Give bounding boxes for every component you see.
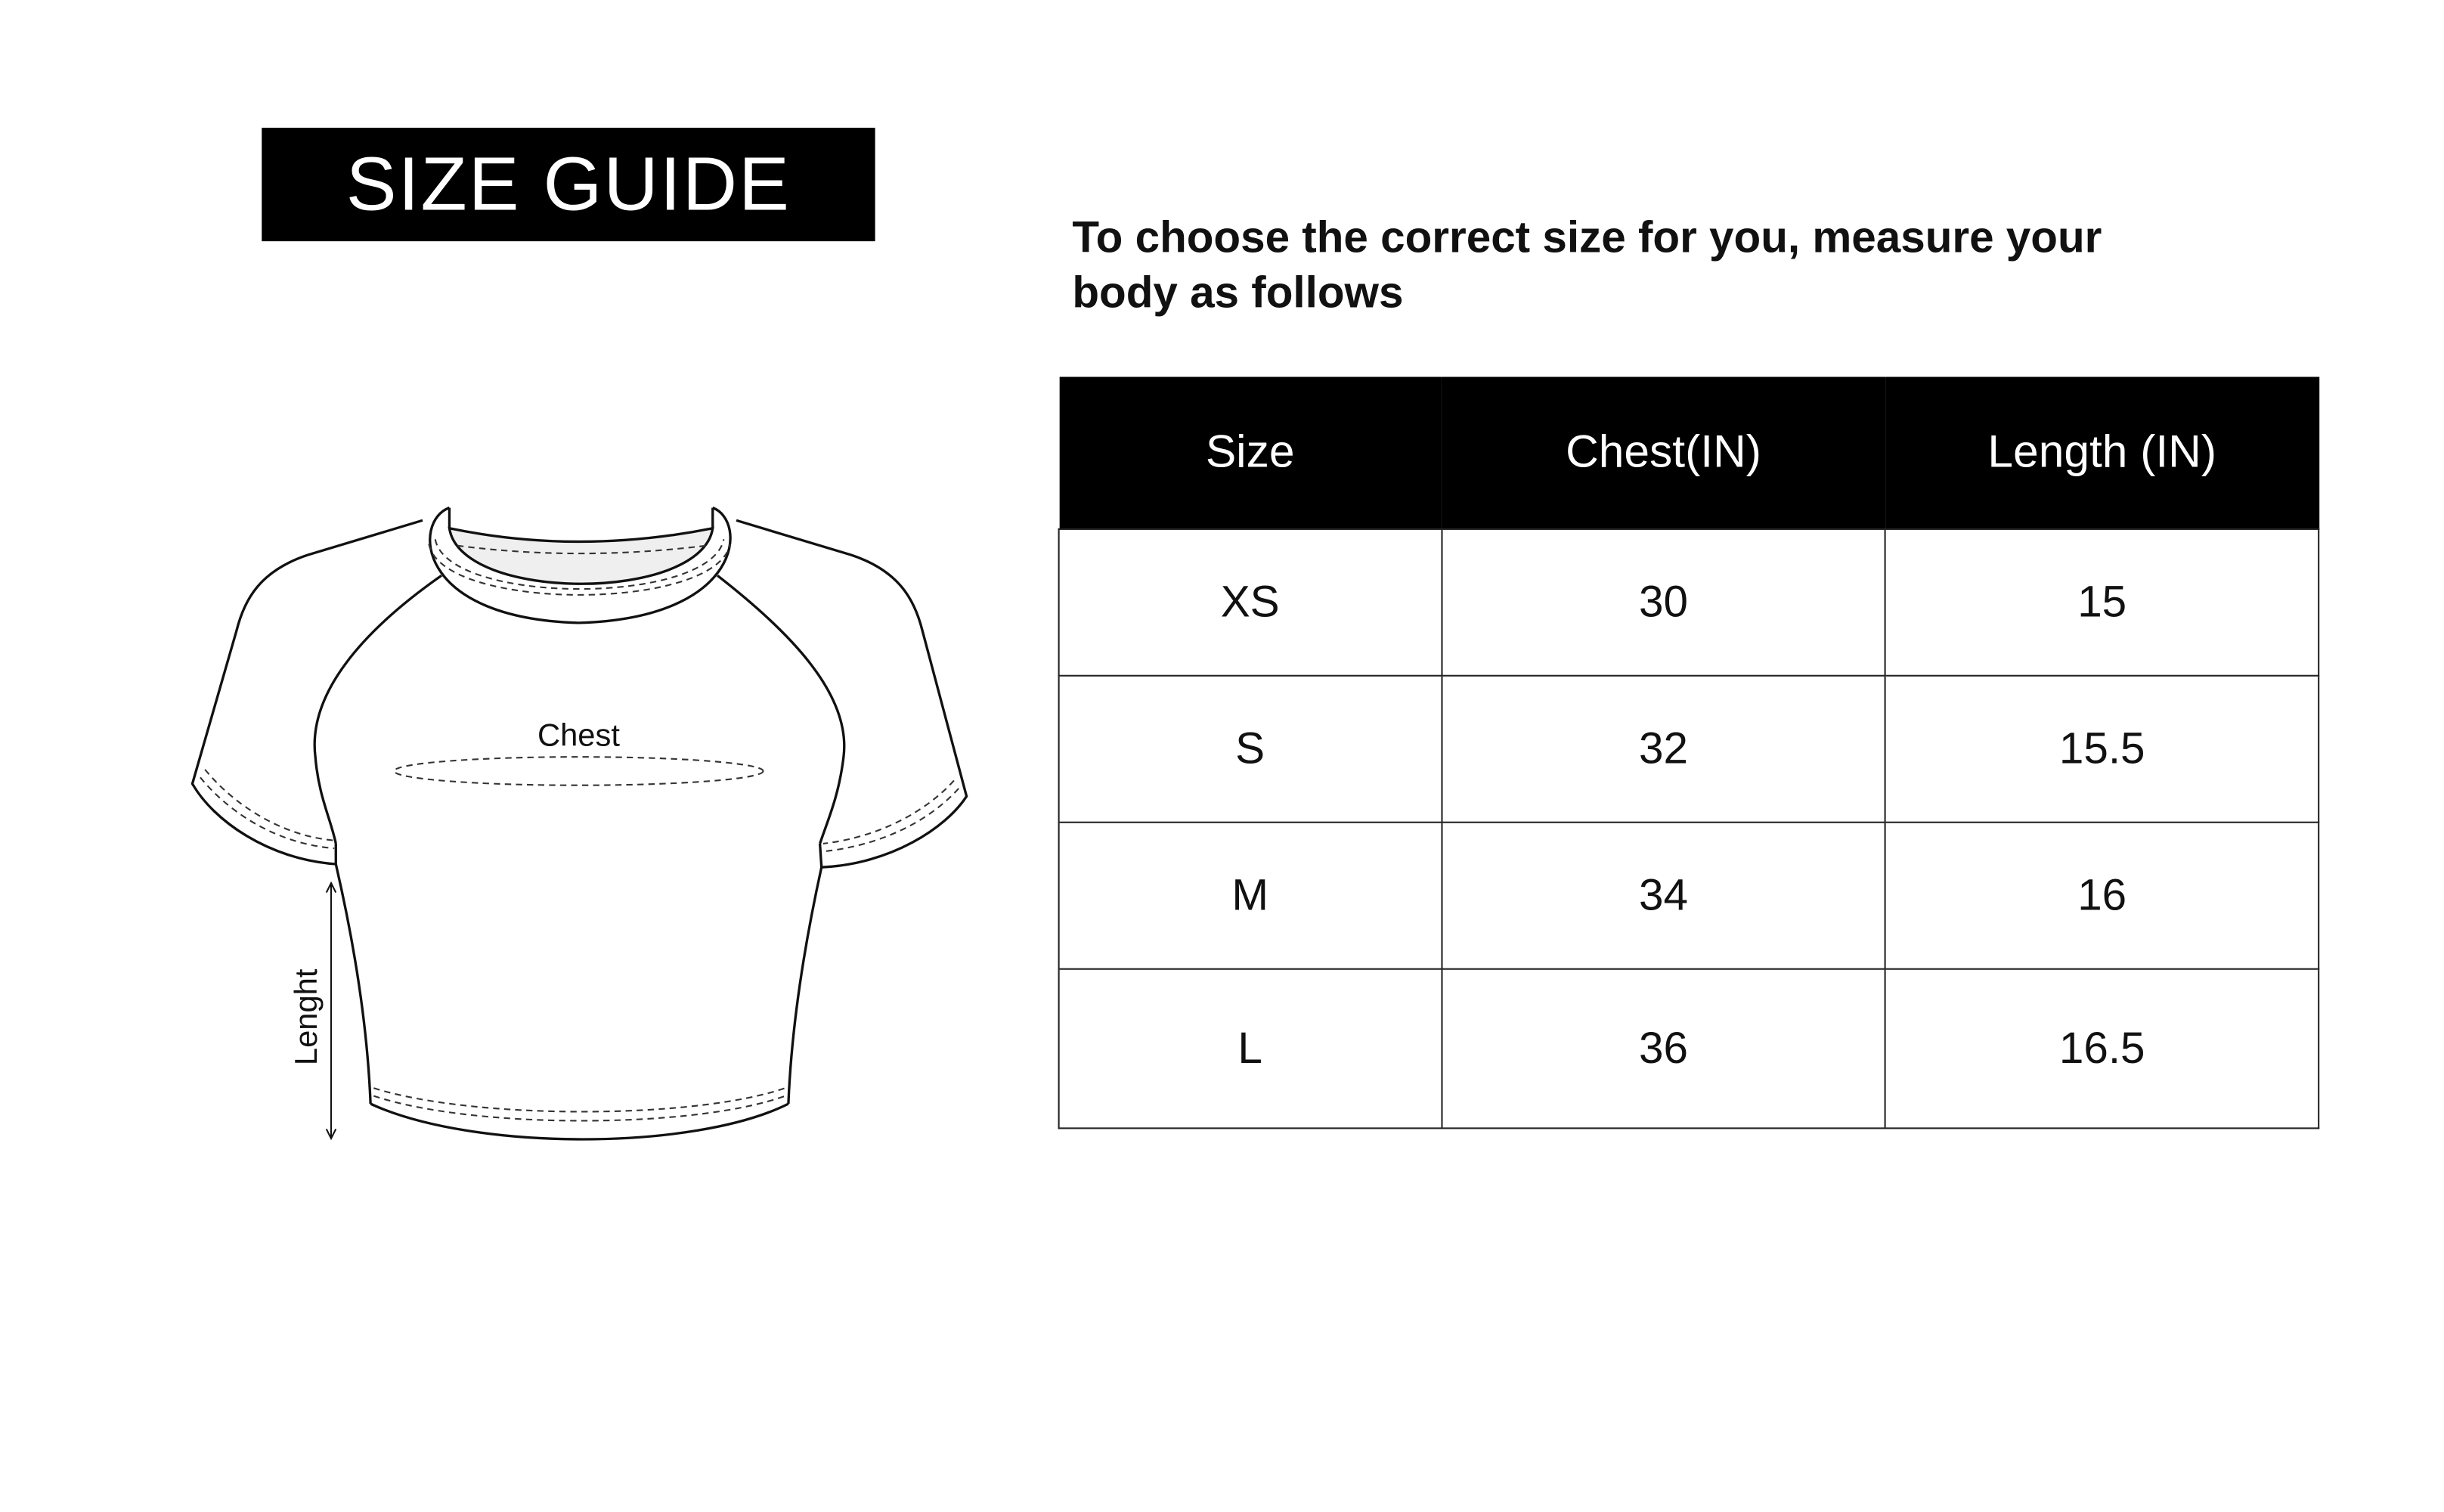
length-arrow	[327, 883, 336, 1139]
table-header-row	[1059, 377, 2319, 529]
chest-measure-line	[394, 757, 763, 785]
length-cell: 16	[1885, 823, 2319, 969]
left-sleeve	[192, 520, 423, 864]
neckline-inner	[449, 528, 712, 584]
length-cell: 16.5	[1885, 969, 2319, 1129]
size-cell: XS	[1059, 529, 1442, 676]
chest-cell: 32	[1442, 676, 1886, 823]
chest-cell: 34	[1442, 823, 1886, 969]
body-left	[336, 864, 370, 1104]
size-cell: M	[1059, 823, 1442, 969]
table-row	[1059, 823, 2319, 969]
header-chest: Chest(IN)	[1442, 377, 1886, 529]
page-title: SIZE GUIDE	[262, 128, 875, 241]
length-label: Lenght	[288, 968, 324, 1066]
table-row	[1059, 676, 2319, 823]
size-cell: L	[1059, 969, 1442, 1129]
chest-cell: 36	[1442, 969, 1886, 1129]
body-right	[788, 867, 822, 1104]
right-raglan-seam	[717, 575, 844, 844]
length-cell: 15.5	[1885, 676, 2319, 823]
right-sleeve	[736, 520, 967, 867]
intro-text: To choose the correct size for you, measure your body as follows	[1072, 212, 2102, 318]
left-raglan-seam	[314, 575, 441, 844]
chest-label: Chest	[537, 717, 620, 753]
table-row	[1059, 529, 2319, 676]
size-table	[1058, 377, 2320, 1129]
chest-cell: 30	[1442, 529, 1886, 676]
header-length: Length (IN)	[1885, 377, 2319, 529]
size-cell: S	[1059, 676, 1442, 823]
table-row	[1059, 969, 2319, 1129]
header-size: Size	[1059, 377, 1442, 529]
length-cell: 15	[1885, 529, 2319, 676]
